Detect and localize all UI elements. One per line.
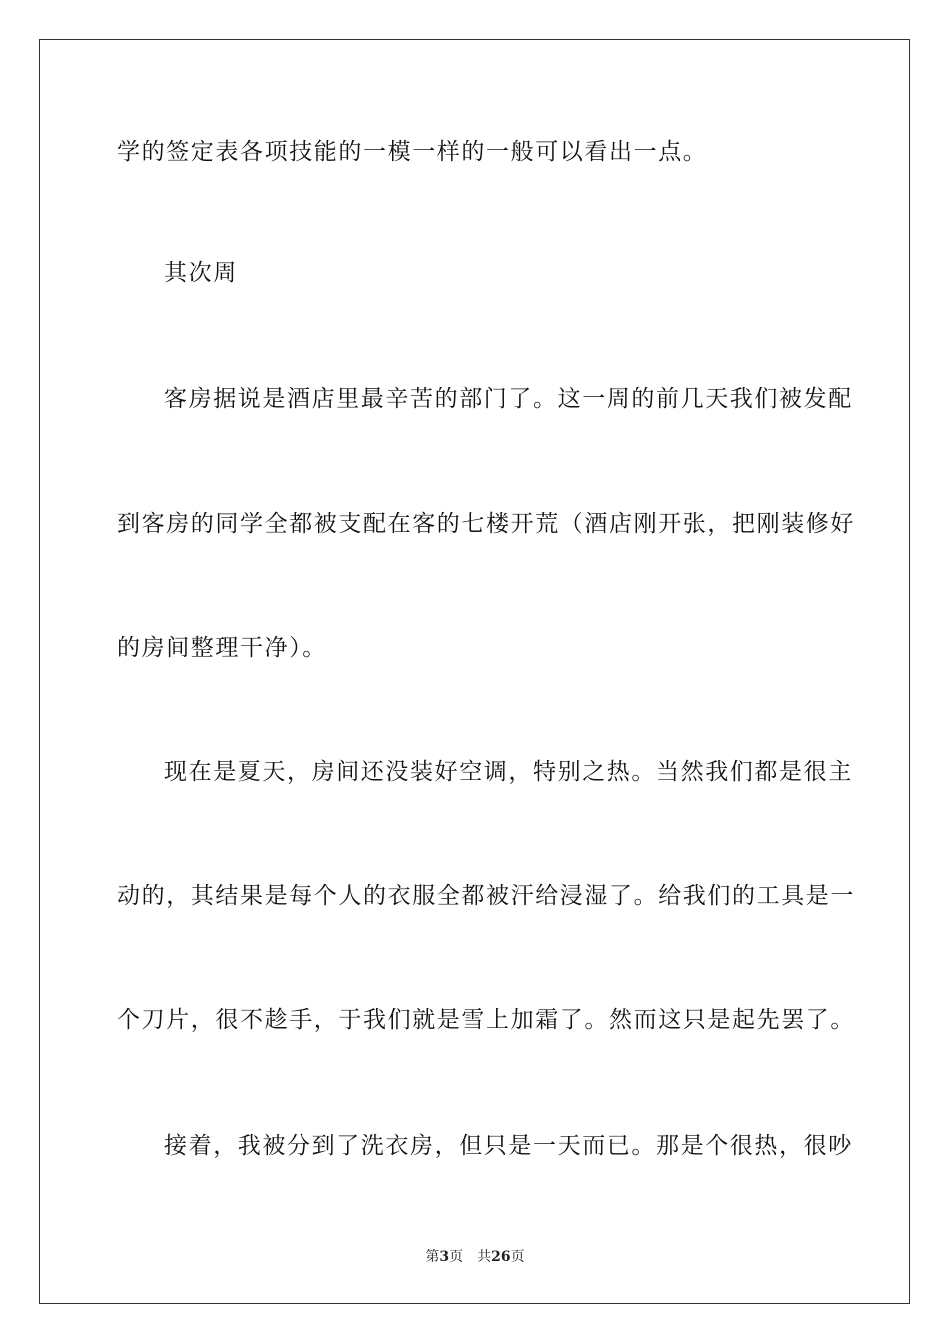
text-line: 个刀片，很不趁手，于我们就是雪上加霜了。然而这只是起先罢了。: [117, 1007, 855, 1033]
total-suffix: 页: [510, 1249, 525, 1265]
page-border: [39, 39, 910, 1304]
section-heading: 其次周: [164, 260, 238, 286]
page-suffix: 页: [449, 1249, 464, 1265]
page-prefix: 第: [425, 1249, 440, 1265]
text-line: 的房间整理干净）。: [117, 635, 327, 661]
text-line: 客房据说是酒店里最辛苦的部门了。这一周的前几天我们被发配: [164, 386, 853, 412]
text-line: 动的，其结果是每个人的衣服全都被汗给浸湿了。给我们的工具是一: [117, 883, 855, 909]
page-number: 3: [439, 1249, 450, 1265]
total-pages: 26: [491, 1249, 511, 1265]
page-footer: [0, 1248, 950, 1266]
text-line: 到客房的同学全都被支配在客的七楼开荒（酒店刚开张，把刚装修好: [117, 511, 855, 537]
total-prefix: 共: [477, 1249, 492, 1265]
text-line: 接着，我被分到了洗衣房，但只是一天而已。那是个很热，很吵: [164, 1133, 853, 1159]
text-line: 学的签定表各项技能的一模一样的一般可以看出一点。: [117, 139, 708, 165]
text-line: 现在是夏天，房间还没装好空调，特别之热。当然我们都是很主: [164, 759, 853, 785]
